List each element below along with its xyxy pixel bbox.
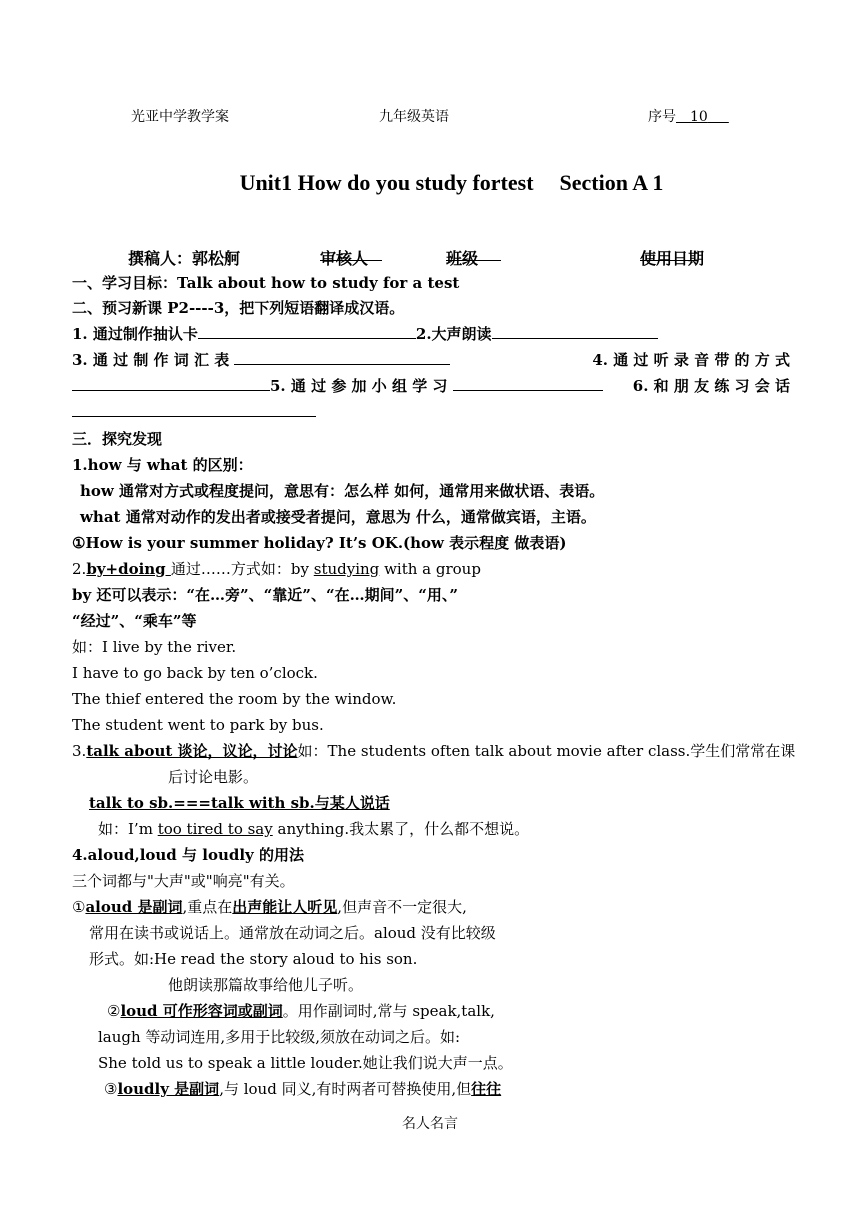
loudly-rule: ③loudly 是副词,与 loud 同义,有时两者可替换使用,但往往 — [104, 1080, 502, 1098]
page-footer: 名人名言 — [402, 1116, 458, 1132]
by-example-2: I have to go back by ten o’clock. — [72, 664, 318, 682]
aloud-heading: 4.aloud,loud 与 loudly 的用法 — [72, 846, 304, 864]
by-doing: 2.by+doing 通过……方式如：by studying with a group — [72, 560, 481, 578]
section-explore: 三．探究发现 — [72, 430, 163, 448]
aloud-translation: 他朗读那篇故事给他儿子听。 — [168, 976, 364, 994]
aloud-rule: ①aloud 是副词,重点在出声能让人听见,但声音不一定很大, — [72, 898, 467, 916]
how-what-heading: 1.how 与 what 的区别： — [72, 456, 253, 474]
by-meanings: by 还可以表示：“在…旁”、“靠近”、“在…期间”、“用、” — [72, 586, 458, 604]
school-name: 光亚中学教学案 — [131, 109, 229, 125]
page-title — [0, 170, 860, 196]
how-explanation: how 通常对方式或程度提问，意思有：怎么样 如何，通常用来做状语、表语。 — [80, 482, 605, 500]
title-section: Section A 1 — [559, 170, 664, 195]
by-meanings-2: “经过”、“乘车”等 — [72, 612, 197, 630]
phrase-1-2: 1. 通过制作抽认卡 2.大声朗读 — [72, 324, 658, 344]
talk-about-translation: 后讨论电影。 — [168, 768, 259, 786]
talk-about: 3.talk about 谈论，议论，讨论如：The students often talk about movie after class.学生们常常在课 — [72, 742, 796, 760]
too-to-example: 如：I’m too tired to say anything.我太累了，什么都不想说。 — [98, 820, 530, 838]
serial-label: 序号 — [648, 109, 676, 125]
title-main: Unit1 How do you study fortest — [239, 170, 534, 195]
learning-goal: 一、学习目标：Talk about how to study for a test — [72, 274, 460, 292]
loud-usage: laugh 等动词连用,多用于比较级,须放在动词之后。如: — [98, 1028, 461, 1046]
serial-value-text: 10 — [690, 109, 708, 125]
aloud-intro: 三个词都与"大声"或"响亮"有关。 — [72, 872, 295, 890]
aloud-example: 形式。如:He read the story aloud to his son. — [89, 950, 418, 968]
class-label: 班级 — [446, 249, 479, 268]
loud-example: She told us to speak a little louder.她让我们说大声一点。 — [98, 1054, 513, 1072]
by-example-4: The student went to park by bus. — [72, 716, 324, 734]
preview-instruction: 二、预习新课 P2----3，把下列短语翻译成汉语。 — [72, 299, 405, 317]
phrase-5-6: 5. 通 过 参 加 小 组 学 习 6. 和 朋 友 练 习 会 话 — [72, 376, 790, 396]
what-explanation: what 通常对动作的发出者或接受者提问，意思为 什么，通常做宾语，主语。 — [80, 508, 596, 526]
talk-to: talk to sb.===talk with sb.与某人说话 — [89, 794, 390, 812]
date-label: 使用日期 — [640, 249, 705, 268]
phrase-3-4: 3. 通 过 制 作 词 汇 表 4. 通 过 听 录 音 带 的 方 式 — [72, 351, 790, 369]
grade-subject: 九年级英语 — [379, 109, 449, 125]
aloud-usage: 常用在读书或说话上。通常放在动词之后。aloud 没有比较级 — [89, 924, 496, 942]
how-example: ①How is your summer holiday? It’s OK.(how 表示程度 做表语) — [72, 534, 567, 552]
reviewer-label: 审核人 — [320, 249, 369, 268]
serial-number — [648, 106, 729, 126]
serial-value — [676, 109, 729, 125]
by-example-1: 如：I live by the river. — [72, 638, 237, 656]
loud-rule: ②loud 可作形容词或副词。用作副词时,常与 speak,talk, — [107, 1002, 495, 1020]
phrase-6-blank — [72, 402, 316, 422]
author: 撰稿人：郭松舸 — [128, 249, 241, 268]
by-example-3: The thief entered the room by the window. — [72, 690, 397, 708]
